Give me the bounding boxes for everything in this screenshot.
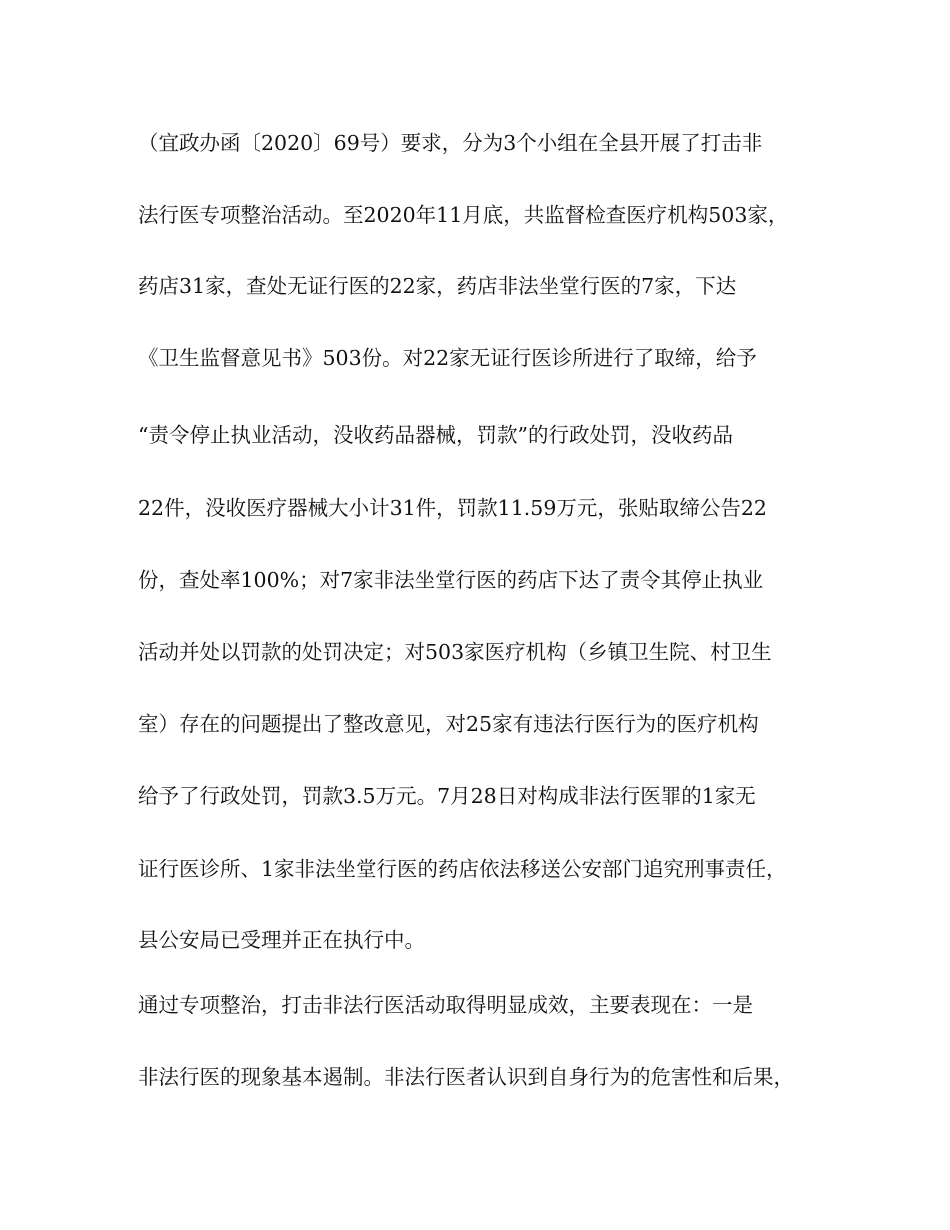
text-line: 活动并处以罚款的处罚决定；对503家医疗机构（乡镇卫生院、村卫生 bbox=[138, 640, 772, 664]
text-line: 药店31家，查处无证行医的22家，药店非法坐堂行医的7家，下达 bbox=[138, 274, 737, 298]
text-line: “责令停止执业活动，没收药品器械，罚款”的行政处罚，没收药品 bbox=[138, 423, 733, 447]
text-line: 证行医诊所、1家非法坐堂行医的药店依法移送公安部门追究刑事责任， bbox=[138, 857, 787, 881]
text-line: 给予了行政处罚，罚款3.5万元。7月28日对构成非法行医罪的1家无 bbox=[138, 784, 756, 808]
text-line: 份，查处率100%；对7家非法坐堂行医的药店下达了责令其停止执业 bbox=[138, 568, 764, 592]
text-line: 《卫生监督意见书》503份。对22家无证行医诊所进行了取缔，给予 bbox=[138, 346, 757, 370]
text-line: 法行医专项整治活动。至2020年11月底，共监督检查医疗机构503家， bbox=[138, 203, 789, 227]
text-line: （宜政办函〔2020〕69号）要求，分为3个小组在全县开展了打击非 bbox=[138, 131, 763, 155]
text-line: 县公安局已受理并正在执行中。 bbox=[138, 928, 425, 952]
text-line: 通过专项整治，打击非法行医活动取得明显成效，主要表现在：一是 bbox=[138, 993, 753, 1017]
text-line: 室）存在的问题提出了整改意见，对25家有违法行医行为的医疗机构 bbox=[138, 712, 759, 736]
text-line: 22件，没收医疗器械大小计31件，罚款11.59万元，张贴取缔公告22 bbox=[138, 496, 767, 520]
text-line: 非法行医的现象基本遏制。非法行医者认识到自身行为的危害性和后果， bbox=[138, 1065, 794, 1089]
